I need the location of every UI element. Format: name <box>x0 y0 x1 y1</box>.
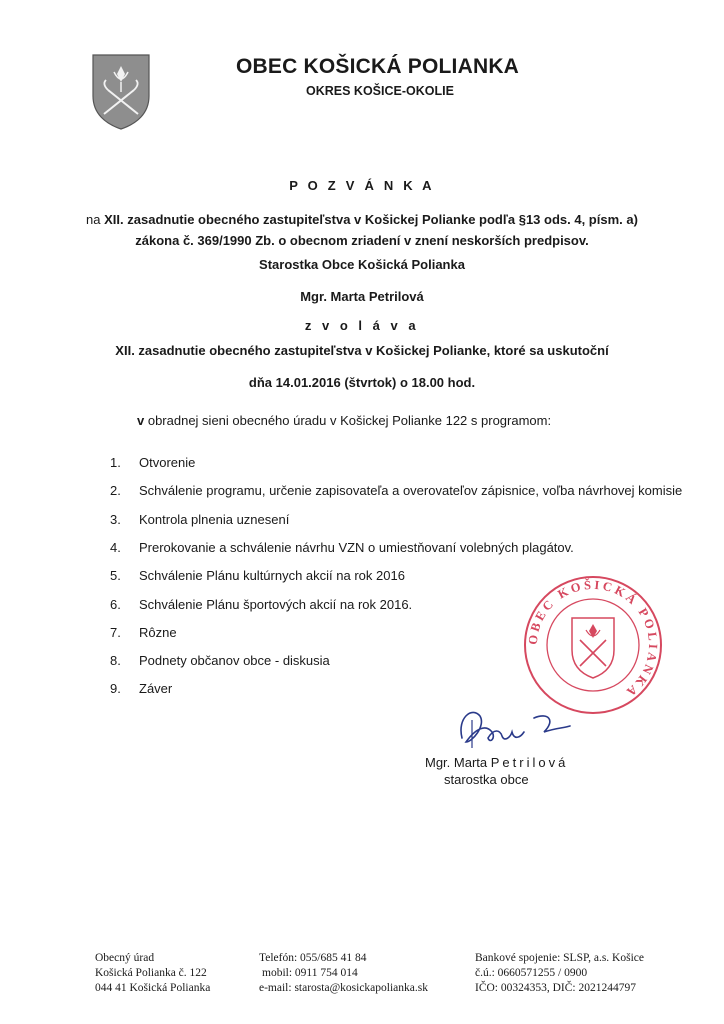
program-item <box>110 597 412 612</box>
program-item-number: 3. <box>110 511 121 527</box>
footer-line: Bankové spojenie: SLSP, a.s. Košice <box>475 952 644 964</box>
footer-line: č.ú.: 0660571255 / 0900 <box>475 967 588 979</box>
program-item-number: 5. <box>110 568 121 584</box>
program-item <box>110 455 195 470</box>
signatory-name <box>425 755 568 770</box>
program-item-text: Rôzne <box>139 624 177 640</box>
footer-line: Košická Polianka č. 122 <box>95 967 207 979</box>
meeting-line: XII. zasadnutie obecného zastupiteľstva v Košickej Polianke, ktoré sa uskutoční <box>115 343 609 358</box>
program-item-number: 7. <box>110 624 121 640</box>
program-item-number: 8. <box>110 653 121 669</box>
municipality-title: OBEC KOŠICKÁ POLIANKA <box>236 55 520 78</box>
stamp-text: OBEC KOŠICKÁ POLIANKA <box>525 577 661 701</box>
signatory-role: starostka obce <box>444 772 529 787</box>
program-item <box>110 625 177 640</box>
intro-legal-basis: XII. zasadnutie obecného zastupiteľstva v Košickej Polianke podľa §13 ods. 4, písm. a) <box>104 212 638 227</box>
program-item-text: Otvorenie <box>139 455 196 470</box>
footer-line: IČO: 00324353, DIČ: 2021244797 <box>475 982 636 994</box>
program-item <box>110 512 289 527</box>
program-item-text: Kontrola plnenia uznesení <box>139 511 290 527</box>
program-item-number: 4. <box>110 539 121 555</box>
invitation-heading: P O Z V Á N K A <box>289 178 435 193</box>
intro-line-1 <box>0 209 724 230</box>
convenes-word: z v o l á v a <box>304 318 420 333</box>
handwritten-signature <box>452 698 612 758</box>
footer-line: 044 41 Košická Polianka <box>95 982 211 994</box>
stamp-crest-icon <box>572 618 614 678</box>
footer-line: e-mail: starosta@kosickapolianka.sk <box>259 982 428 994</box>
place-prefix: v <box>137 413 145 428</box>
meeting-date: dňa 14.01.2016 (štvrtok) o 18.00 hod. <box>248 375 476 390</box>
footer-line: Obecný úrad <box>95 952 155 964</box>
intro-line-2 <box>0 230 724 251</box>
mayor-name: Mgr. Marta Petrilová <box>300 289 424 304</box>
program-item-text: Prerokovanie a schválenie návrhu VZN o umiestňovaní volebných plagátov. <box>139 539 574 555</box>
place-text: obradnej sieni obecného úradu v Košickej Polianke 122 s programom: <box>144 413 552 428</box>
program-item <box>110 540 574 555</box>
program-item-number: 2. <box>110 483 121 499</box>
footer-contact <box>259 951 428 996</box>
footer-office-address <box>95 951 210 996</box>
program-item <box>110 681 172 696</box>
intro-law-reference: zákona č. 369/1990 Zb. o obecnom zriadení v znení neskorších predpisov. <box>135 233 589 248</box>
footer-bank-details <box>475 951 644 996</box>
program-item-text: Schválenie Plánu kultúrnych akcií na rok 2016 <box>139 568 405 584</box>
footer-line: mobil: 0911 754 014 <box>262 967 358 979</box>
district-subtitle: OKRES KOŠICE-OKOLIE <box>306 84 454 98</box>
meeting-place <box>137 413 551 428</box>
program-item-text: Záver <box>139 681 173 697</box>
program-item-text: Schválenie programu, určenie zapisovateľa a overovateľov zápisnice, voľba návrhovej komisie <box>139 483 683 499</box>
program-item <box>110 483 682 498</box>
program-item-number: 6. <box>110 596 121 612</box>
program-item <box>110 653 330 668</box>
program-item-number: 1. <box>110 455 121 470</box>
invitation-intro <box>0 209 724 251</box>
coat-of-arms-icon <box>90 52 152 132</box>
program-item-text: Podnety občanov obce - diskusia <box>139 653 330 669</box>
program-item <box>110 568 405 583</box>
municipal-stamp <box>522 574 664 716</box>
signatory-surname: Petrilová <box>490 755 569 770</box>
footer-line: Telefón: 055/685 41 84 <box>259 952 367 964</box>
program-item-text: Schválenie Plánu športových akcií na rok 2016. <box>139 596 413 612</box>
intro-prefix: na <box>86 212 101 227</box>
program-item-number: 9. <box>110 681 121 697</box>
signatory-name-prefix: Mgr. Marta <box>425 755 491 770</box>
mayor-title-line: Starostka Obce Košická Polianka <box>259 257 465 272</box>
